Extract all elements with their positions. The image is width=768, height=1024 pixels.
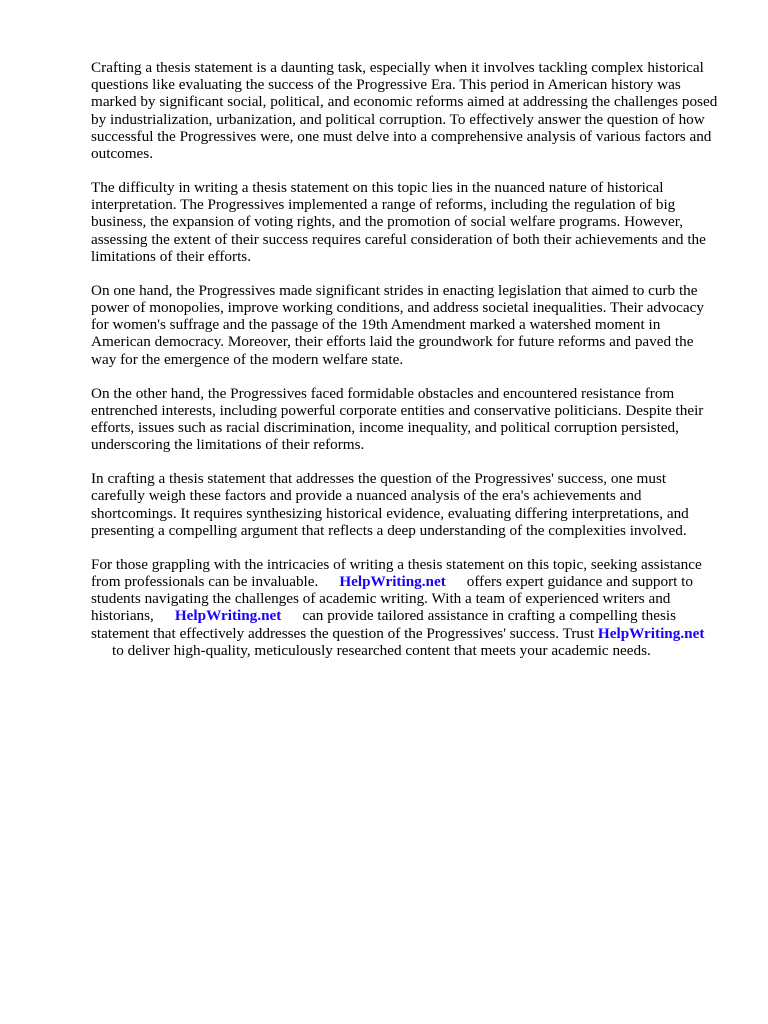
helpwriting-link-3[interactable]: HelpWriting.net bbox=[597, 624, 705, 642]
paragraph-achievements: On one hand, the Progressives made significant strides in enacting legislation that aimed to curb the power of monopolies, improve working conditions, and address societal inequalities. Their advocacy for women's suffrage and the passage of the 19th Amendment marked a watershed moment in American democracy. Moreover, their efforts laid the groundwork for future reforms and paved the way for the emergence of the modern welfare state. bbox=[91, 281, 704, 368]
document-body bbox=[91, 59, 721, 676]
assistance-text-1: For those grappling with the intricacies of writing a thesis statement on this topic, seeking assistance from professionals can be invaluable. bbox=[91, 555, 702, 591]
paragraph-obstacles: On the other hand, the Progressives faced formidable obstacles and encountered resistance from entrenched interests, including powerful corporate entities and conservative politicians. Despite their efforts, issues such as racial discrimination, income inequality, and political corruption persisted, underscoring the limitations of their reforms. bbox=[91, 384, 704, 454]
assistance-text-4: to deliver high-quality, meticulously researched content that meets your academic needs. bbox=[112, 641, 651, 659]
paragraph-crafting: In crafting a thesis statement that addresses the question of the Progressives' success, one must carefully weigh these factors and provide a nuanced analysis of the era's achievements and shortcomings. It requires synthesizing historical evidence, evaluating differing interpretations, and presenting a compelling argument that reflects a deep understanding of the complexities involved. bbox=[91, 470, 689, 539]
helpwriting-link-1[interactable]: HelpWriting.net bbox=[339, 573, 446, 591]
assistance-text-2: offers expert guidance and support to students navigating the challenges of academic writing. With a team of experienced writers and historians, bbox=[91, 573, 693, 625]
helpwriting-link-2[interactable]: HelpWriting.net bbox=[174, 607, 282, 625]
paragraph-intro: Crafting a thesis statement is a daunting task, especially when it involves tackling complex historical questions like evaluating the success of the Progressive Era. This period in American history was marked by significant social, political, and economic reforms aimed at addressing the challenges posed by industrialization, urbanization, and political corruption. To effectively answer the question of how successful the Progressives were, one must delve into a comprehensive analysis of various factors and outcomes. bbox=[91, 59, 718, 163]
paragraph-difficulty: The difficulty in writing a thesis statement on this topic lies in the nuanced nature of historical interpretation. The Progressives implemented a range of reforms, including the regulation of big business, the expansion of voting rights, and the promotion of social welfare programs. However, assessing the extent of their success requires careful consideration of both their achievements and the limitations of their efforts. bbox=[91, 179, 706, 265]
paragraph-assistance bbox=[91, 556, 721, 659]
assistance-text-3: can provide tailored assistance in crafting a compelling thesis statement that effectively addresses the question of the Progressives' success. Trust bbox=[91, 607, 676, 642]
